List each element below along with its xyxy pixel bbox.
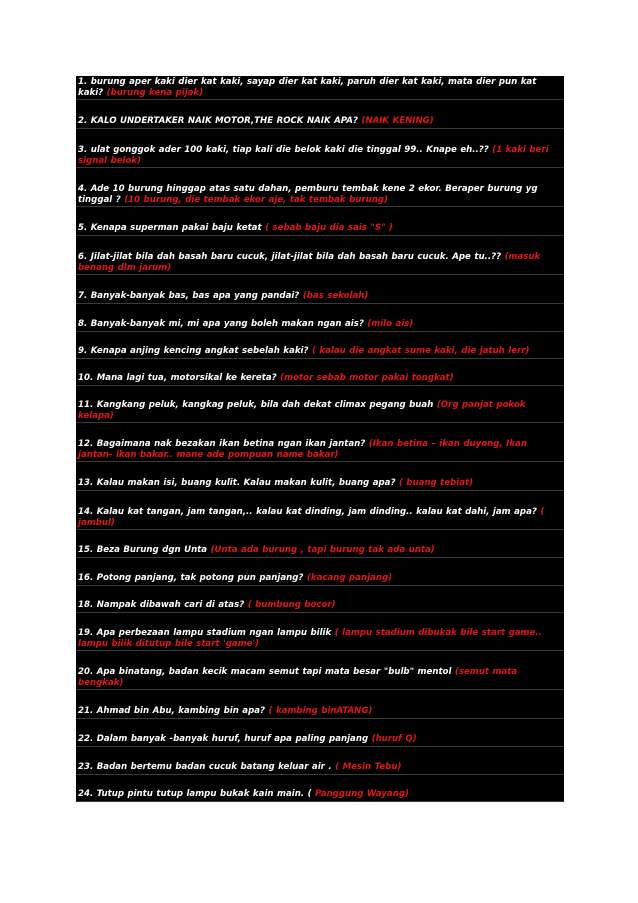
riddle-answer: ( sebab baju dia sais "S" ) — [265, 223, 393, 233]
riddle-answer: (masuk benang dlm jarum) — [78, 252, 541, 273]
riddle-question: 8. Banyak-banyak mi, mi apa yang boleh makan ngan ais? — [78, 319, 364, 329]
riddle-question: 16. Potong panjang, tak potong pun panjang? — [78, 573, 304, 583]
riddle-item-23 — [76, 762, 564, 773]
riddle-question: 14. Kalau kat tangan, jam tangan,.. kalau kat dinding, jam dinding.. kalau kat dahi, jam apa? — [78, 507, 537, 517]
riddle-item-2 — [76, 116, 564, 127]
riddle-answer: ( bumbung bocor) — [247, 600, 336, 610]
riddle-item-18 — [76, 600, 564, 611]
riddle-question: 24. Tutup pintu tutup lampu bukak kain main. ( — [78, 789, 312, 799]
riddle-answer: (kacang panjang) — [306, 573, 393, 583]
riddle-answer: ( kalau die angkat sume kaki, die jatuh lerr) — [311, 346, 530, 356]
riddle-answer: ( kambing binATANG) — [268, 706, 373, 716]
riddle-answer: ( Mesin Tebu) — [335, 762, 402, 772]
riddle-answer: (bas sekolah) — [302, 291, 369, 301]
riddle-item-4 — [76, 184, 564, 205]
riddle-question: 10. Mana lagi tua, motorsikal ke kereta? — [78, 373, 277, 383]
riddle-answer: ( jambul) — [78, 507, 545, 528]
riddle-list — [76, 76, 564, 802]
riddle-item-15 — [76, 545, 564, 556]
riddle-answer: (NAIK KENING) — [361, 116, 434, 126]
riddle-item-6 — [76, 252, 564, 273]
riddle-item-11 — [76, 400, 564, 421]
riddle-answer: (huruf Q) — [371, 734, 417, 744]
riddle-item-10 — [76, 373, 564, 384]
riddle-item-7 — [76, 291, 564, 302]
riddle-item-12 — [76, 439, 564, 460]
riddle-answer: (Ikan betina – ikan duyong, Ikan jantan- ikan bakar.. mane ade pompuan name bakar) — [78, 439, 527, 460]
riddle-question: 13. Kalau makan isi, buang kulit. Kalau makan kulit, buang apa? — [78, 478, 396, 488]
riddle-item-24 — [76, 789, 564, 800]
riddle-question: 21. Ahmad bin Abu, kambing bin apa? — [78, 706, 266, 716]
riddle-item-8 — [76, 319, 564, 330]
riddle-question: 15. Beza Burung dgn Unta — [78, 545, 208, 555]
riddle-answer: (milo ais) — [367, 319, 414, 329]
riddle-question: 19. Apa perbezaan lampu stadium ngan lampu bilik — [78, 628, 332, 638]
riddle-item-20 — [76, 667, 564, 688]
riddle-question: 5. Kenapa superman pakai baju ketat — [78, 223, 262, 233]
riddle-answer: (1 kaki beri signal belok) — [78, 145, 549, 166]
riddle-question: 20. Apa binatang, badan kecik macam semut tapi mata besar "bulb" mentol — [78, 667, 452, 677]
riddle-answer: (semut mata bengkak) — [78, 667, 518, 688]
riddle-item-5 — [76, 223, 564, 234]
riddle-question: 11. Kangkang peluk, kangkag peluk, bila dah dekat climax pegang buah — [78, 400, 434, 410]
riddle-item-9 — [76, 346, 564, 357]
riddle-question: 22. Dalam banyak -banyak huruf, huruf apa paling panjang — [78, 734, 369, 744]
riddle-answer: Panggung Wayang) — [315, 789, 409, 799]
riddle-question: 1. burung aper kaki dier kat kaki, sayap dier kat kaki, paruh dier kat kaki, mata dier pun kat kaki? — [78, 77, 537, 98]
riddle-answer: ( lampu stadium dibukak bile start game.. lampu bilik ditutup bile start 'game') — [78, 628, 542, 649]
riddle-item-22 — [76, 734, 564, 745]
riddle-question: 12. Bagaimana nak bezakan ikan betina ngan ikan jantan? — [78, 439, 366, 449]
riddle-item-21 — [76, 706, 564, 717]
riddle-question: 6. Jilat-jilat bila dah basah baru cucuk, jilat-jilat bila dah basah baru cucuk. Ape tu..?? — [78, 252, 502, 262]
riddle-answer: (Org panjat pokok kelapa) — [78, 400, 526, 421]
riddle-question: 9. Kenapa anjing kencing angkat sebelah kaki? — [78, 346, 309, 356]
riddle-answer: ( buang tebiat) — [398, 478, 474, 488]
riddle-item-3 — [76, 145, 564, 166]
riddle-question: 3. ulat gonggok ader 100 kaki, tiap kali die belok kaki die tinggal 99.. Knape eh..?? — [78, 145, 489, 155]
riddle-item-14 — [76, 507, 564, 528]
riddle-question: 18. Nampak dibawah cari di atas? — [78, 600, 245, 610]
riddle-item-13 — [76, 478, 564, 489]
riddle-answer: (motor sebab motor pakai tongkat) — [280, 373, 454, 383]
riddle-question: 4. Ade 10 burung hinggap atas satu dahan, pemburu tembak kene 2 ekor. Beraper burung yg tinggal ? — [78, 184, 538, 205]
riddle-answer: (Unta ada burung , tapi burung tak ada unta) — [210, 545, 435, 555]
riddle-item-16 — [76, 573, 564, 584]
riddle-answer: (burung kena pijak) — [106, 87, 204, 98]
riddle-answer: (10 burung, die tembak ekor aje, tak tembak burung) — [124, 194, 388, 205]
riddle-item-1 — [76, 77, 564, 98]
riddle-question: 23. Badan bertemu badan cucuk batang keluar air . — [78, 762, 332, 772]
riddle-item-19 — [76, 628, 564, 649]
riddle-question: 2. KALO UNDERTAKER NAIK MOTOR,THE ROCK NAIK APA? — [78, 116, 358, 126]
riddle-question: 7. Banyak-banyak bas, bas apa yang pandai? — [78, 291, 300, 301]
